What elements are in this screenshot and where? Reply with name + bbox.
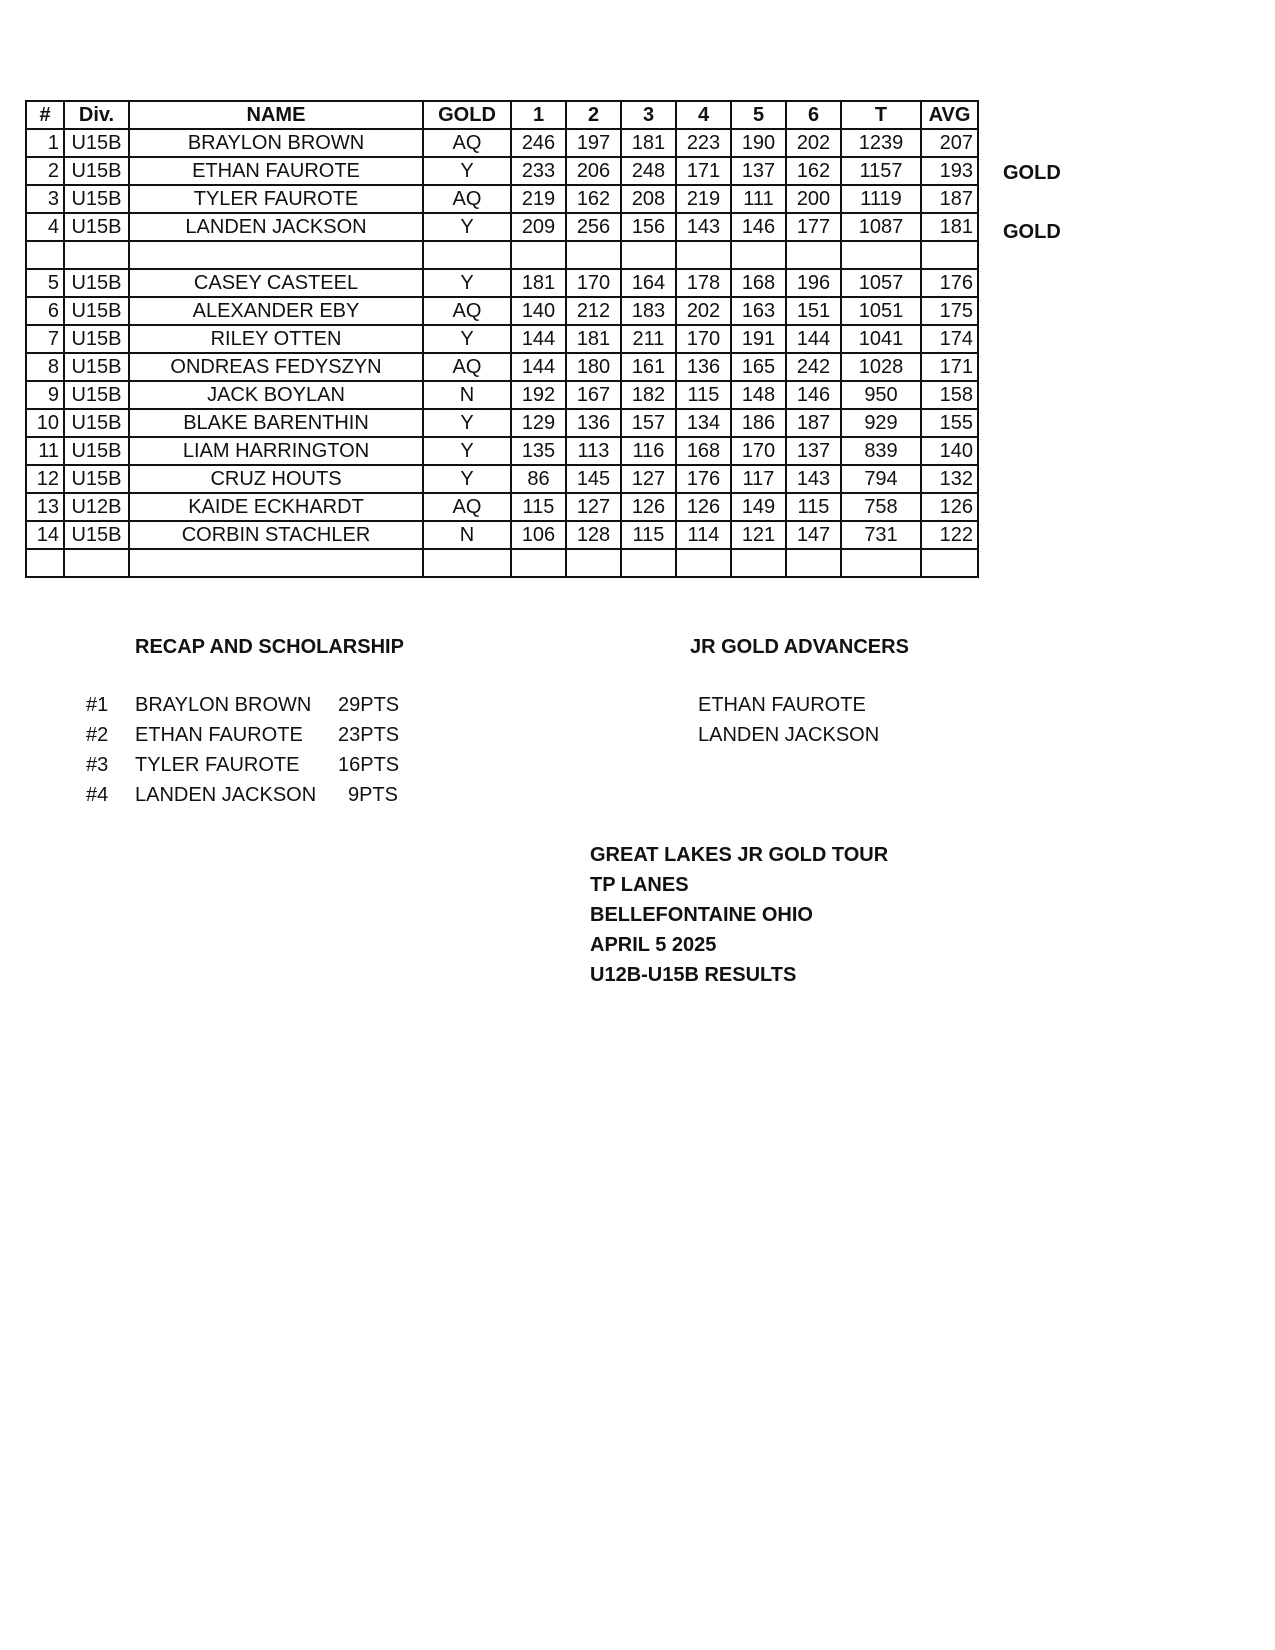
game-2-cell: 197 <box>566 129 621 157</box>
division-cell: U15B <box>64 129 129 157</box>
table-row <box>26 157 978 185</box>
results-table <box>25 100 979 578</box>
gold-status-cell: N <box>423 521 511 549</box>
name-cell: TYLER FAUROTE <box>129 185 423 213</box>
gold-status-cell: N <box>423 381 511 409</box>
total-cell: 1239 <box>841 129 921 157</box>
division-cell: U15B <box>64 325 129 353</box>
name-cell: ETHAN FAUROTE <box>129 157 423 185</box>
header-game-5: 5 <box>731 101 786 129</box>
recap-name: BRAYLON BROWN <box>135 694 312 716</box>
game-6-cell <box>786 241 841 269</box>
gold-status-cell: Y <box>423 325 511 353</box>
division-cell: U15B <box>64 353 129 381</box>
game-6-cell: 162 <box>786 157 841 185</box>
recap-name: TYLER FAUROTE <box>135 754 300 776</box>
rank-cell: 3 <box>26 185 64 213</box>
table-row <box>26 493 978 521</box>
header-game-4: 4 <box>676 101 731 129</box>
header-division: Div. <box>64 101 129 129</box>
recap-name: ETHAN FAUROTE <box>135 724 303 746</box>
game-4-cell: 168 <box>676 437 731 465</box>
game-2-cell: 180 <box>566 353 621 381</box>
table-row <box>26 409 978 437</box>
table-row <box>26 521 978 549</box>
game-2-cell: 128 <box>566 521 621 549</box>
gold-status-cell: AQ <box>423 493 511 521</box>
average-cell: 140 <box>921 437 978 465</box>
total-cell: 731 <box>841 521 921 549</box>
game-5-cell: 117 <box>731 465 786 493</box>
game-1-cell: 129 <box>511 409 566 437</box>
game-5-cell <box>731 549 786 577</box>
game-6-cell: 177 <box>786 213 841 241</box>
rank-cell: 5 <box>26 269 64 297</box>
gold-status-cell: Y <box>423 409 511 437</box>
gold-status-cell: AQ <box>423 185 511 213</box>
game-5-cell: 111 <box>731 185 786 213</box>
average-cell <box>921 549 978 577</box>
gold-status-cell: Y <box>423 465 511 493</box>
game-3-cell: 164 <box>621 269 676 297</box>
game-3-cell: 211 <box>621 325 676 353</box>
game-4-cell: 114 <box>676 521 731 549</box>
game-6-cell: 144 <box>786 325 841 353</box>
division-cell: U15B <box>64 521 129 549</box>
game-2-cell <box>566 549 621 577</box>
recap-rank: #3 <box>86 754 109 776</box>
game-2-cell: 181 <box>566 325 621 353</box>
recap-points: 16PTS <box>338 754 400 776</box>
game-3-cell <box>621 241 676 269</box>
average-cell: 193 <box>921 157 978 185</box>
total-cell <box>841 549 921 577</box>
rank-cell: 12 <box>26 465 64 493</box>
game-4-cell: 178 <box>676 269 731 297</box>
total-cell: 839 <box>841 437 921 465</box>
game-6-cell: 202 <box>786 129 841 157</box>
average-cell: 171 <box>921 353 978 381</box>
game-5-cell: 149 <box>731 493 786 521</box>
table-row <box>26 381 978 409</box>
average-cell: 155 <box>921 409 978 437</box>
game-3-cell: 126 <box>621 493 676 521</box>
header-game-6: 6 <box>786 101 841 129</box>
game-3-cell: 182 <box>621 381 676 409</box>
name-cell: ONDREAS FEDYSZYN <box>129 353 423 381</box>
game-5-cell: 121 <box>731 521 786 549</box>
game-6-cell: 146 <box>786 381 841 409</box>
table-row <box>26 325 978 353</box>
average-cell: 122 <box>921 521 978 549</box>
game-2-cell: 162 <box>566 185 621 213</box>
header-game-3: 3 <box>621 101 676 129</box>
gold-status-cell <box>423 241 511 269</box>
game-1-cell: 115 <box>511 493 566 521</box>
total-cell: 950 <box>841 381 921 409</box>
name-cell: ALEXANDER EBY <box>129 297 423 325</box>
name-cell: LIAM HARRINGTON <box>129 437 423 465</box>
game-4-cell: 143 <box>676 213 731 241</box>
name-cell: BRAYLON BROWN <box>129 129 423 157</box>
table-row <box>26 437 978 465</box>
table-row <box>26 213 978 241</box>
game-3-cell: 127 <box>621 465 676 493</box>
gold-advancer-note: GOLD <box>1003 161 1061 184</box>
game-2-cell <box>566 241 621 269</box>
division-cell <box>64 241 129 269</box>
game-1-cell: 140 <box>511 297 566 325</box>
total-cell: 1051 <box>841 297 921 325</box>
average-cell: 187 <box>921 185 978 213</box>
recap-rank: #1 <box>86 694 109 716</box>
game-6-cell: 143 <box>786 465 841 493</box>
name-cell <box>129 241 423 269</box>
total-cell: 1157 <box>841 157 921 185</box>
game-1-cell: 144 <box>511 325 566 353</box>
gold-status-cell: Y <box>423 269 511 297</box>
table-row <box>26 129 978 157</box>
game-2-cell: 167 <box>566 381 621 409</box>
game-4-cell: 136 <box>676 353 731 381</box>
average-cell: 207 <box>921 129 978 157</box>
total-cell: 1119 <box>841 185 921 213</box>
game-3-cell: 116 <box>621 437 676 465</box>
recap-title: RECAP AND SCHOLARSHIP <box>135 636 404 658</box>
game-5-cell: 191 <box>731 325 786 353</box>
game-1-cell: 233 <box>511 157 566 185</box>
game-6-cell: 151 <box>786 297 841 325</box>
advancer-name: LANDEN JACKSON <box>698 724 880 746</box>
rank-cell: 9 <box>26 381 64 409</box>
game-2-cell: 127 <box>566 493 621 521</box>
recap-points: 9PTS <box>347 784 398 806</box>
division-cell: U15B <box>64 381 129 409</box>
game-2-cell: 136 <box>566 409 621 437</box>
game-1-cell: 246 <box>511 129 566 157</box>
game-3-cell: 181 <box>621 129 676 157</box>
header-row <box>26 101 978 129</box>
rank-cell: 4 <box>26 213 64 241</box>
game-1-cell: 181 <box>511 269 566 297</box>
rank-cell: 7 <box>26 325 64 353</box>
average-cell: 176 <box>921 269 978 297</box>
game-4-cell <box>676 241 731 269</box>
gold-status-cell: Y <box>423 437 511 465</box>
name-cell: LANDEN JACKSON <box>129 213 423 241</box>
game-5-cell: 165 <box>731 353 786 381</box>
game-1-cell <box>511 549 566 577</box>
header-rank: # <box>26 101 64 129</box>
table-row <box>26 465 978 493</box>
gold-status-cell: Y <box>423 157 511 185</box>
game-5-cell: 148 <box>731 381 786 409</box>
average-cell: 158 <box>921 381 978 409</box>
division-cell: U15B <box>64 185 129 213</box>
gold-status-cell: AQ <box>423 353 511 381</box>
game-2-cell: 170 <box>566 269 621 297</box>
name-cell: CASEY CASTEEL <box>129 269 423 297</box>
game-6-cell <box>786 549 841 577</box>
rank-cell <box>26 549 64 577</box>
recap-name: LANDEN JACKSON <box>135 784 317 806</box>
event-line: TP LANES <box>590 874 689 896</box>
game-3-cell: 115 <box>621 521 676 549</box>
game-4-cell: 223 <box>676 129 731 157</box>
header-average: AVG <box>921 101 978 129</box>
game-5-cell: 137 <box>731 157 786 185</box>
game-1-cell: 219 <box>511 185 566 213</box>
game-1-cell: 106 <box>511 521 566 549</box>
event-line: U12B-U15B RESULTS <box>590 964 797 986</box>
total-cell: 1041 <box>841 325 921 353</box>
game-5-cell: 163 <box>731 297 786 325</box>
division-cell: U15B <box>64 213 129 241</box>
name-cell: JACK BOYLAN <box>129 381 423 409</box>
game-6-cell: 147 <box>786 521 841 549</box>
rank-cell: 8 <box>26 353 64 381</box>
game-5-cell: 146 <box>731 213 786 241</box>
game-4-cell: 126 <box>676 493 731 521</box>
game-4-cell: 171 <box>676 157 731 185</box>
game-4-cell: 134 <box>676 409 731 437</box>
advancer-name: ETHAN FAUROTE <box>698 694 866 716</box>
total-cell: 929 <box>841 409 921 437</box>
game-4-cell: 202 <box>676 297 731 325</box>
game-5-cell <box>731 241 786 269</box>
header-gold: GOLD <box>423 101 511 129</box>
name-cell: RILEY OTTEN <box>129 325 423 353</box>
name-cell: BLAKE BARENTHIN <box>129 409 423 437</box>
total-cell: 758 <box>841 493 921 521</box>
table-row <box>26 353 978 381</box>
game-3-cell: 156 <box>621 213 676 241</box>
game-6-cell: 200 <box>786 185 841 213</box>
game-5-cell: 168 <box>731 269 786 297</box>
game-2-cell: 256 <box>566 213 621 241</box>
division-cell: U15B <box>64 437 129 465</box>
game-5-cell: 170 <box>731 437 786 465</box>
game-6-cell: 137 <box>786 437 841 465</box>
rank-cell: 6 <box>26 297 64 325</box>
game-1-cell: 192 <box>511 381 566 409</box>
game-4-cell: 219 <box>676 185 731 213</box>
rank-cell: 11 <box>26 437 64 465</box>
average-cell: 126 <box>921 493 978 521</box>
table-row <box>26 549 978 577</box>
game-6-cell: 242 <box>786 353 841 381</box>
game-3-cell: 157 <box>621 409 676 437</box>
game-1-cell <box>511 241 566 269</box>
event-line: BELLEFONTAINE OHIO <box>590 904 813 926</box>
rank-cell: 2 <box>26 157 64 185</box>
game-2-cell: 145 <box>566 465 621 493</box>
name-cell: CORBIN STACHLER <box>129 521 423 549</box>
division-cell: U15B <box>64 297 129 325</box>
header-total: T <box>841 101 921 129</box>
game-3-cell <box>621 549 676 577</box>
division-cell: U15B <box>64 157 129 185</box>
average-cell <box>921 241 978 269</box>
gold-status-cell <box>423 549 511 577</box>
name-cell: CRUZ HOUTS <box>129 465 423 493</box>
game-4-cell: 170 <box>676 325 731 353</box>
game-1-cell: 209 <box>511 213 566 241</box>
header-game-2: 2 <box>566 101 621 129</box>
game-1-cell: 144 <box>511 353 566 381</box>
division-cell <box>64 549 129 577</box>
division-cell: U15B <box>64 269 129 297</box>
event-line: GREAT LAKES JR GOLD TOUR <box>590 844 889 866</box>
game-6-cell: 115 <box>786 493 841 521</box>
game-4-cell: 176 <box>676 465 731 493</box>
name-cell <box>129 549 423 577</box>
table-row <box>26 185 978 213</box>
game-5-cell: 186 <box>731 409 786 437</box>
header-game-1: 1 <box>511 101 566 129</box>
game-2-cell: 212 <box>566 297 621 325</box>
game-3-cell: 161 <box>621 353 676 381</box>
average-cell: 175 <box>921 297 978 325</box>
recap-points: 23PTS <box>338 724 400 746</box>
average-cell: 181 <box>921 213 978 241</box>
total-cell: 794 <box>841 465 921 493</box>
advancers-title: JR GOLD ADVANCERS <box>690 636 909 658</box>
table-row <box>26 297 978 325</box>
game-6-cell: 187 <box>786 409 841 437</box>
recap-rank: #2 <box>86 724 109 746</box>
game-1-cell: 135 <box>511 437 566 465</box>
total-cell: 1028 <box>841 353 921 381</box>
rank-cell: 10 <box>26 409 64 437</box>
recap-rank: #4 <box>86 784 109 806</box>
name-cell: KAIDE ECKHARDT <box>129 493 423 521</box>
game-2-cell: 113 <box>566 437 621 465</box>
event-line: APRIL 5 2025 <box>590 934 717 956</box>
game-3-cell: 183 <box>621 297 676 325</box>
division-cell: U15B <box>64 465 129 493</box>
total-cell: 1087 <box>841 213 921 241</box>
average-cell: 132 <box>921 465 978 493</box>
game-3-cell: 248 <box>621 157 676 185</box>
rank-cell: 14 <box>26 521 64 549</box>
rank-cell: 13 <box>26 493 64 521</box>
game-3-cell: 208 <box>621 185 676 213</box>
total-cell <box>841 241 921 269</box>
gold-status-cell: Y <box>423 213 511 241</box>
total-cell: 1057 <box>841 269 921 297</box>
gold-advancer-note: GOLD <box>1003 220 1061 243</box>
game-4-cell <box>676 549 731 577</box>
game-1-cell: 86 <box>511 465 566 493</box>
gold-status-cell: AQ <box>423 129 511 157</box>
game-6-cell: 196 <box>786 269 841 297</box>
game-2-cell: 206 <box>566 157 621 185</box>
table-row <box>26 269 978 297</box>
game-4-cell: 115 <box>676 381 731 409</box>
division-cell: U15B <box>64 409 129 437</box>
gold-status-cell: AQ <box>423 297 511 325</box>
header-name: NAME <box>129 101 423 129</box>
table-row <box>26 241 978 269</box>
game-5-cell: 190 <box>731 129 786 157</box>
rank-cell <box>26 241 64 269</box>
division-cell: U12B <box>64 493 129 521</box>
recap-points: 29PTS <box>338 694 400 716</box>
average-cell: 174 <box>921 325 978 353</box>
rank-cell: 1 <box>26 129 64 157</box>
